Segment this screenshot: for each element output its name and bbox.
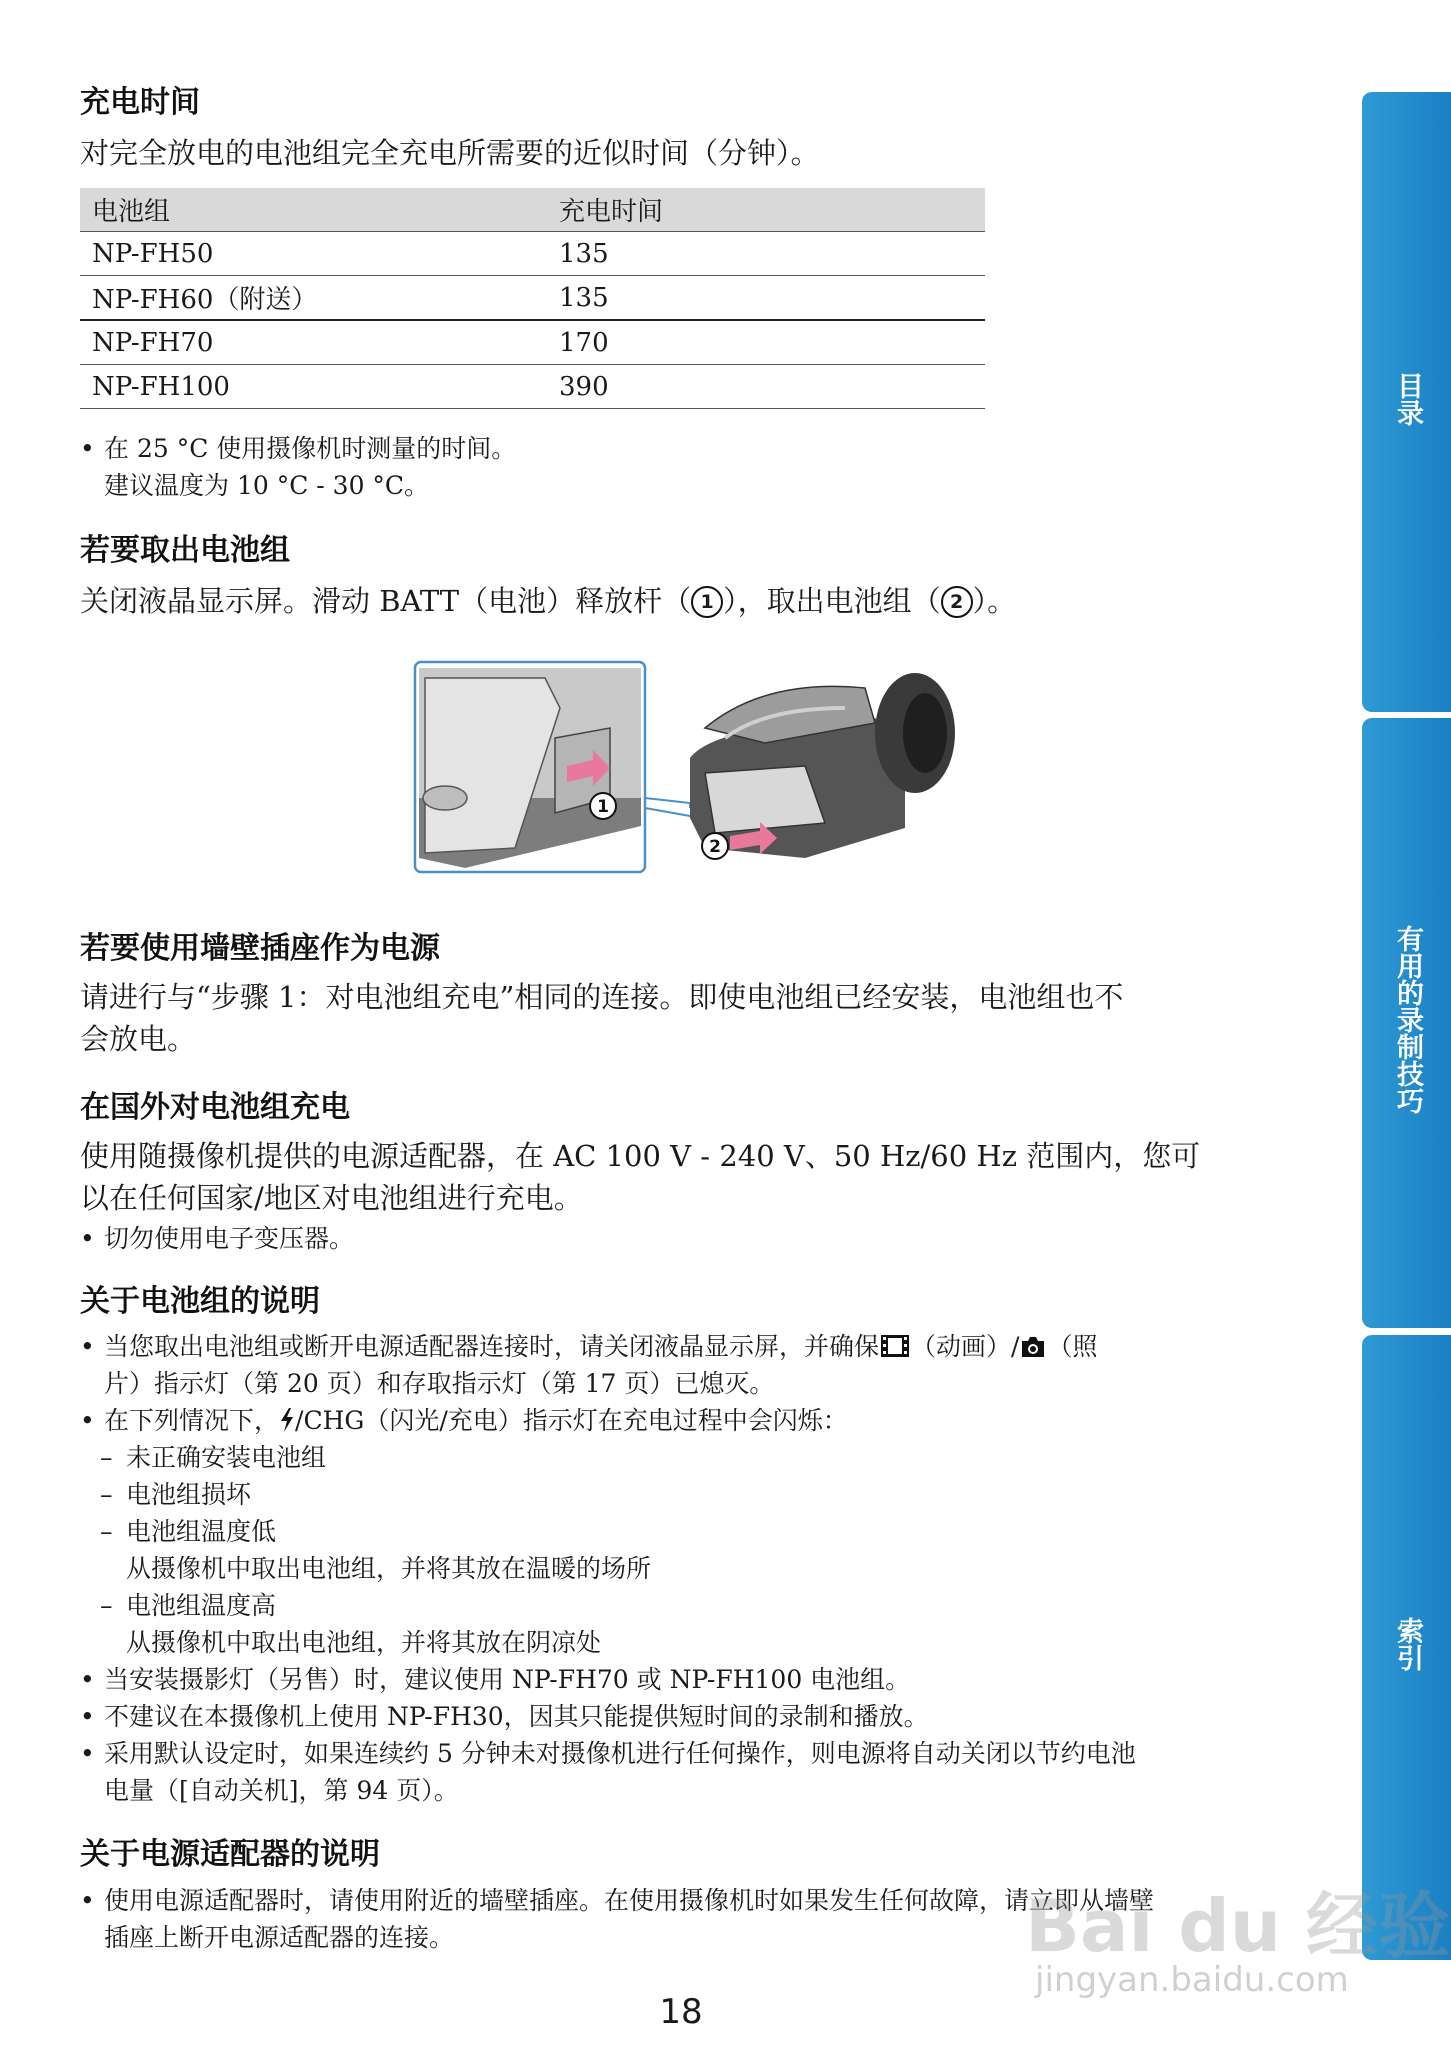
remove-battery-text [80, 580, 1016, 622]
charge-note-text: 在 25 °C 使用摄像机时测量的时间。 [104, 434, 517, 463]
note-text: 不建议在本摄像机上使用 NP-FH30，因其只能提供短时间的录制和播放。 [104, 1702, 929, 1731]
connector-line [645, 798, 690, 816]
condition-item [100, 1439, 326, 1476]
callout-2-label: 2 [709, 837, 721, 857]
charge-time-desc: 对完全放电的电池组完全充电所需要的近似时间（分钟）。 [80, 136, 820, 170]
dash-mark: – [100, 1480, 113, 1509]
table-cell: 135 [547, 232, 985, 276]
table-cell: 170 [547, 320, 985, 365]
remove-battery-heading: 若要取出电池组 [80, 533, 290, 568]
table-cell: NP-FH50 [80, 232, 547, 276]
callout-1-label: 1 [597, 797, 609, 817]
bullet-mark: • [80, 1332, 95, 1361]
page-number: 18 [659, 1992, 703, 2032]
condition-item [100, 1513, 276, 1550]
note-text-part: （动画）/ [911, 1332, 1020, 1361]
charge-time-heading: 充电时间 [80, 85, 200, 120]
photo-mode-icon [1019, 1332, 1047, 1369]
charge-time-table [80, 188, 985, 409]
table-cell: NP-FH70 [80, 320, 547, 365]
battery-note-bullet [80, 1328, 1097, 1369]
condition-subtext: 从摄像机中取出电池组，并将其放在阴凉处 [126, 1628, 602, 1657]
condition-text: 电池组损坏 [126, 1480, 252, 1509]
wall-outlet-line1: 请进行与“步骤 1：对电池组充电”相同的连接。即使电池组已经安装，电池组也不 [80, 980, 1124, 1014]
movie-mode-icon [879, 1332, 911, 1369]
condition-item [100, 1587, 276, 1624]
dash-mark: – [100, 1517, 113, 1546]
callout-2: 2 [941, 586, 973, 618]
wall-outlet-heading: 若要使用墙壁插座作为电源 [80, 931, 440, 966]
condition-subtext: 从摄像机中取出电池组，并将其放在温暖的场所 [126, 1554, 652, 1583]
table-header-cell: 电池组 [80, 188, 547, 232]
tab-contents-label: 目录 [1392, 372, 1423, 426]
bullet-mark: • [80, 1224, 95, 1253]
tab-index-label: 索引 [1392, 1617, 1423, 1671]
note-text: 采用默认设定时，如果连续约 5 分钟未对摄像机进行任何操作，则电源将自动关闭以节约电池 [104, 1739, 1136, 1768]
callout-1: 1 [691, 586, 723, 618]
battery-note-bullet [80, 1661, 910, 1698]
note-text-part: 在下列情况下， [104, 1406, 280, 1435]
abroad-bullet-text: 切勿使用电子变压器。 [104, 1224, 355, 1253]
bullet-mark: • [80, 1886, 95, 1915]
adapter-notes-heading: 关于电源适配器的说明 [80, 1837, 380, 1872]
camera-lens-inner [903, 693, 947, 773]
table-row [80, 232, 985, 276]
tab-recording-tips-label: 有用的录制技巧 [1392, 925, 1423, 1114]
note-text-part: （照 [1047, 1332, 1098, 1361]
flash-icon [279, 1406, 295, 1443]
table-row [80, 276, 985, 321]
abroad-heading: 在国外对电池组充电 [80, 1090, 350, 1125]
note-text-part: 当您取出电池组或断开电源适配器连接时，请关闭液晶显示屏，并确保 [104, 1332, 880, 1361]
battery-removal-illustration [405, 648, 970, 876]
inset-latch [423, 786, 467, 810]
battery-note-continuation: 片）指示灯（第 20 页）和存取指示灯（第 17 页）已熄灭。 [104, 1369, 775, 1398]
bullet-mark: • [80, 1702, 95, 1731]
camera-battery [705, 766, 825, 833]
battery-note-bullet [80, 1735, 1136, 1772]
bullet-mark: • [80, 1665, 95, 1694]
condition-text: 电池组温度低 [126, 1517, 277, 1546]
table-header-cell: 充电时间 [547, 188, 985, 232]
abroad-line1: 使用随摄像机提供的电源适配器，在 AC 100 V - 240 V、50 Hz/60 Hz 范围内，您可 [80, 1139, 1201, 1173]
adapter-note-bullet [80, 1882, 1154, 1919]
remove-text-part: ），取出电池组（ [723, 584, 941, 618]
battery-notes-heading: 关于电池组的说明 [80, 1284, 320, 1319]
table-row [80, 320, 985, 365]
remove-text-part: 关闭液晶显示屏。滑动 BATT（电池）释放杆（ [80, 584, 692, 618]
bullet-mark: • [80, 1739, 95, 1768]
abroad-bullet [80, 1220, 354, 1257]
wall-outlet-line2: 会放电。 [80, 1022, 197, 1056]
table-header-row [80, 188, 985, 232]
dash-mark: – [100, 1443, 113, 1472]
table-cell: NP-FH100 [80, 365, 547, 409]
battery-note-bullet [80, 1698, 929, 1735]
table-cell: 390 [547, 365, 985, 409]
condition-item [100, 1476, 251, 1513]
table-cell: NP-FH60（附送） [80, 276, 547, 321]
watermark-url: jingyan.baidu.com [1035, 1960, 1349, 2000]
charge-note-continuation: 建议温度为 10 °C - 30 °C。 [104, 471, 430, 500]
dash-mark: – [100, 1591, 113, 1620]
table-row [80, 365, 985, 409]
remove-text-part: ）。 [972, 584, 1017, 618]
note-text: 使用电源适配器时，请使用附近的墙壁插座。在使用摄像机时如果发生任何故障，请立即从墙壁 [104, 1886, 1155, 1915]
adapter-note-continuation: 插座上断开电源适配器的连接。 [104, 1923, 455, 1952]
bullet-mark: • [80, 1406, 95, 1435]
battery-note-continuation: 电量（[自动关机]，第 94 页）。 [104, 1776, 459, 1805]
table-cell: 135 [547, 276, 985, 321]
charge-note-bullet [80, 430, 516, 467]
condition-text: 未正确安装电池组 [126, 1443, 327, 1472]
condition-text: 电池组温度高 [126, 1591, 277, 1620]
note-text: 当安装摄影灯（另售）时，建议使用 NP-FH70 或 NP-FH100 电池组。 [104, 1665, 911, 1694]
bullet-mark: • [80, 434, 95, 463]
note-text-part: /CHG（闪光/充电）指示灯在充电过程中会闪烁： [295, 1406, 848, 1435]
watermark-logo: Bai du 经验 [1025, 1884, 1451, 1968]
abroad-line2: 以在任何国家/地区对电池组进行充电。 [80, 1181, 583, 1215]
battery-note-bullet [80, 1402, 848, 1443]
